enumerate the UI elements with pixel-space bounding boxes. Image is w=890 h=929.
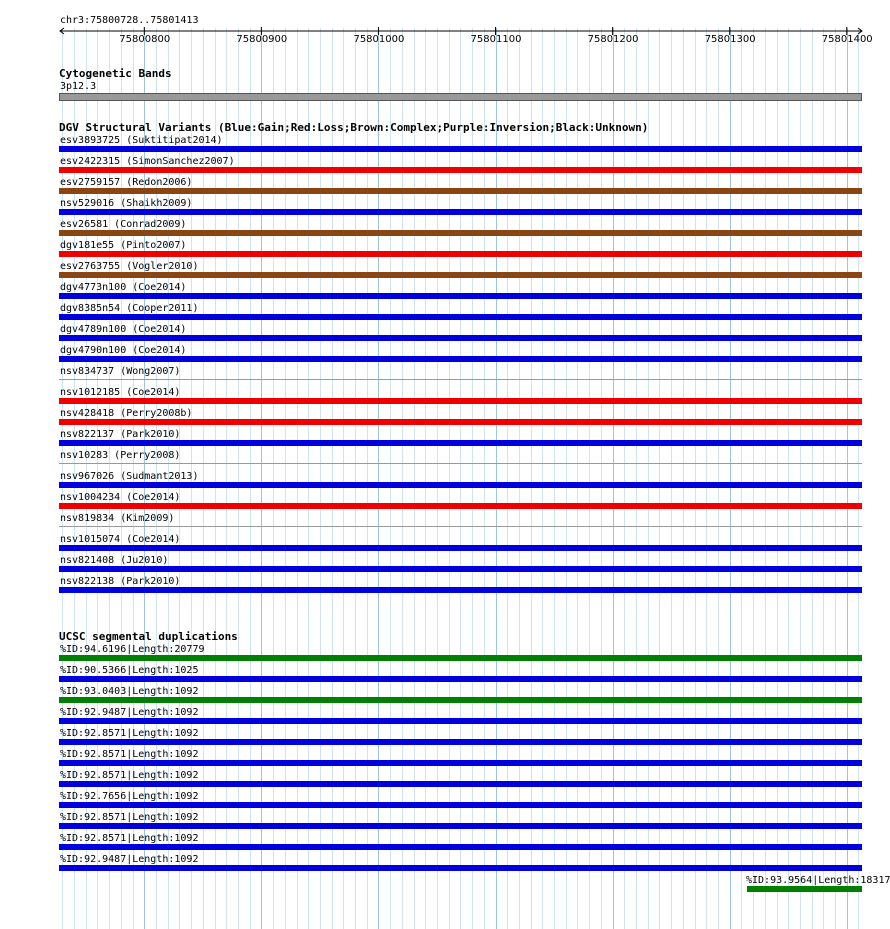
dgv-feature-label[interactable]: nsv529016 (Shaikh2009)	[60, 198, 193, 209]
dgv-feature-bar[interactable]	[59, 293, 862, 299]
dgv-feature-label[interactable]: esv2422315 (SimonSanchez2007)	[60, 156, 235, 167]
dgv-feature-bar[interactable]	[59, 566, 862, 572]
segdup-feature-label[interactable]: %ID:92.9487|Length:1092	[60, 707, 199, 718]
dgv-feature-bar[interactable]	[59, 419, 862, 425]
segdup-feature-label[interactable]: %ID:93.0403|Length:1092	[60, 686, 199, 697]
segdup-feature-bar[interactable]	[747, 886, 862, 892]
dgv-feature-bar[interactable]	[59, 251, 862, 257]
segdup-feature-label[interactable]: %ID:90.5366|Length:1025	[60, 665, 199, 676]
dgv-feature-bar[interactable]	[59, 440, 862, 446]
dgv-feature-bar[interactable]	[59, 335, 862, 341]
ruler-tick-label: 75800800	[119, 34, 171, 45]
segdup-feature-label[interactable]: %ID:92.9487|Length:1092	[60, 854, 199, 865]
dgv-feature-label[interactable]: nsv834737 (Wong2007)	[60, 366, 181, 377]
cytoband-bar[interactable]	[59, 93, 862, 101]
dgv-feature-label[interactable]: dgv4773n100 (Coe2014)	[60, 282, 187, 293]
dgv-feature-bar[interactable]	[59, 230, 862, 236]
dgv-feature-label[interactable]: nsv821408 (Ju2010)	[60, 555, 169, 566]
dgv-feature-label[interactable]: nsv428418 (Perry2008b)	[60, 408, 193, 419]
location-label: chr3:75800728..75801413	[60, 15, 199, 26]
dgv-feature-label[interactable]: nsv10283 (Perry2008)	[60, 450, 181, 461]
cytoband-track-title: Cytogenetic Bands	[59, 67, 172, 80]
segdup-feature-bar[interactable]	[59, 865, 862, 871]
dgv-track-title: DGV Structural Variants (Blue:Gain;Red:Loss;Brown:Complex;Purple:Inversion;Black:Unknown)	[59, 121, 649, 134]
row-separator	[59, 463, 862, 464]
dgv-feature-label[interactable]: dgv4790n100 (Coe2014)	[60, 345, 187, 356]
dgv-feature-label[interactable]: esv26581 (Conrad2009)	[60, 219, 187, 230]
dgv-feature-bar[interactable]	[59, 545, 862, 551]
segdup-feature-label[interactable]: %ID:92.8571|Length:1092	[60, 833, 199, 844]
dgv-feature-bar[interactable]	[59, 482, 862, 488]
ruler-tick-label: 75801400	[821, 34, 873, 45]
dgv-feature-label[interactable]: dgv8385n54 (Cooper2011)	[60, 303, 199, 314]
dgv-feature-label[interactable]: esv3893725 (Suktitipat2014)	[60, 135, 223, 146]
dgv-feature-bar[interactable]	[59, 587, 862, 593]
segdup-track-title: UCSC segmental duplications	[59, 630, 238, 643]
segdup-feature-bar[interactable]	[59, 844, 862, 850]
dgv-feature-bar[interactable]	[59, 188, 862, 194]
dgv-feature-bar[interactable]	[59, 356, 862, 362]
segdup-feature-bar[interactable]	[59, 823, 862, 829]
ruler-tick-label: 75801100	[470, 34, 522, 45]
segdup-feature-bar[interactable]	[59, 718, 862, 724]
segdup-feature-label[interactable]: %ID:92.8571|Length:1092	[60, 770, 199, 781]
dgv-feature-bar[interactable]	[59, 398, 862, 404]
dgv-feature-label[interactable]: nsv1004234 (Coe2014)	[60, 492, 181, 503]
segdup-feature-bar[interactable]	[59, 760, 862, 766]
segdup-feature-label[interactable]: %ID:92.8571|Length:1092	[60, 728, 199, 739]
segdup-feature-bar[interactable]	[59, 655, 862, 661]
dgv-feature-label[interactable]: nsv822137 (Park2010)	[60, 429, 181, 440]
segdup-feature-bar[interactable]	[59, 739, 862, 745]
row-separator	[59, 379, 862, 380]
ruler-tick-label: 75800900	[236, 34, 288, 45]
dgv-feature-bar[interactable]	[59, 209, 862, 215]
row-separator	[59, 526, 862, 527]
segdup-feature-bar[interactable]	[59, 781, 862, 787]
dgv-feature-bar[interactable]	[59, 146, 862, 152]
dgv-feature-label[interactable]: nsv819834 (Kim2009)	[60, 513, 175, 524]
dgv-feature-label[interactable]: esv2763755 (Vogler2010)	[60, 261, 199, 272]
segdup-feature-label[interactable]: %ID:92.7656|Length:1092	[60, 791, 199, 802]
dgv-feature-label[interactable]: nsv1015074 (Coe2014)	[60, 534, 181, 545]
dgv-feature-label[interactable]: nsv967026 (Sudmant2013)	[60, 471, 199, 482]
dgv-feature-label[interactable]: nsv822138 (Park2010)	[60, 576, 181, 587]
ruler-tick-label: 75801300	[704, 34, 756, 45]
segdup-feature-bar[interactable]	[59, 697, 862, 703]
dgv-feature-label[interactable]: esv2759157 (Redon2006)	[60, 177, 193, 188]
segdup-feature-label[interactable]: %ID:93.9564|Length:18317	[746, 875, 890, 886]
dgv-feature-label[interactable]: dgv4789n100 (Coe2014)	[60, 324, 187, 335]
dgv-feature-bar[interactable]	[59, 167, 862, 173]
cytoband-label: 3p12.3	[60, 81, 97, 92]
dgv-feature-label[interactable]: nsv1012185 (Coe2014)	[60, 387, 181, 398]
segdup-feature-label[interactable]: %ID:94.6196|Length:20779	[60, 644, 205, 655]
segdup-feature-bar[interactable]	[59, 802, 862, 808]
ruler-tick-label: 75801000	[353, 34, 405, 45]
dgv-feature-label[interactable]: dgv181e55 (Pinto2007)	[60, 240, 187, 251]
dgv-feature-bar[interactable]	[59, 314, 862, 320]
segdup-feature-label[interactable]: %ID:92.8571|Length:1092	[60, 812, 199, 823]
dgv-feature-bar[interactable]	[59, 272, 862, 278]
ruler-tick-label: 75801200	[587, 34, 639, 45]
dgv-feature-bar[interactable]	[59, 503, 862, 509]
segdup-feature-label[interactable]: %ID:92.8571|Length:1092	[60, 749, 199, 760]
segdup-feature-bar[interactable]	[59, 676, 862, 682]
